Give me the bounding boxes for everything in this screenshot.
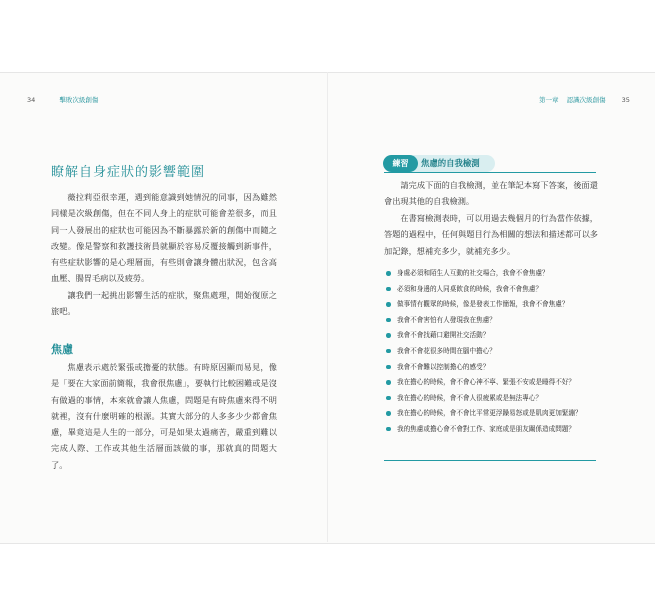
question-item (385, 313, 599, 327)
exercise-top-rule (384, 172, 596, 173)
left-page-number: 34 (27, 96, 36, 104)
bullet-dot-icon (386, 287, 391, 292)
exercise-bottom-rule (384, 460, 596, 461)
question-item (385, 422, 599, 436)
bullet-dot-icon (386, 380, 391, 385)
exercise-title: 焦慮的自我檢測 (413, 155, 495, 172)
question-item (385, 391, 599, 405)
question-item (385, 375, 599, 389)
chapter-label: 第一章 (539, 96, 559, 104)
question-item (385, 297, 599, 311)
question-list (385, 266, 599, 438)
left-running-title: 擊敗次級創傷 (59, 96, 99, 104)
bullet-dot-icon (386, 427, 391, 432)
question-text: 我在擔心的時候，會不會人很疲累或是無法專心？ (397, 393, 543, 402)
question-text: 我在擔心的時候，會不會比平常更浮躁易怒或是肌肉更加緊繃？ (397, 409, 582, 418)
left-running-header (27, 95, 98, 104)
question-item (385, 282, 599, 296)
right-running-header (539, 95, 630, 104)
question-text: 我在擔心的時候，會不會心神不寧、緊張不安或是睡得不好？ (397, 378, 576, 387)
question-text: 我會不會害怕有人發現我在焦慮？ (397, 315, 496, 324)
exercise-intro-1: 請完成下面的自我檢測，並在筆記本寫下答案，後面還會出現其他的自我檢測。 (384, 180, 598, 207)
left-paragraph-2: 讓我們一起挑出影響生活的症狀，聚焦處理，開始復原之旅吧。 (51, 290, 277, 317)
bullet-dot-icon (386, 411, 391, 416)
question-item (385, 328, 599, 342)
bullet-dot-icon (386, 333, 391, 338)
question-text: 做事情有觀眾的時候，像是發表工作簡報，我會不會焦慮？ (397, 300, 569, 309)
question-text: 身處必須和陌生人互動的社交場合，我會不會焦慮？ (397, 269, 549, 277)
exercise-tag: 練習 (383, 155, 418, 172)
question-text: 我會不會花很多時間在腦中擔心？ (397, 346, 496, 355)
book-gutter (327, 72, 328, 542)
left-paragraph-1: 薇拉莉亞很幸運，遇到能意識到她情況的同事，因為雖然同樣是次級創傷，但在不同人身上的症狀可能會差很多，而且同一人發展出的症狀也可能因為不斷暴露於新的創傷中而隨之改變。像是警察和救護技術員就顯於容易反覆接觸到新事件，有些症狀影響的是心理層面，有些則會讓身體出狀況，包含高血壓、腸胃毛病以及疲勞。 (51, 192, 277, 284)
bullet-dot-icon (386, 271, 391, 276)
anxiety-paragraph: 焦慮表示處於緊張或擔憂的狀態。有時原因顯而易見，像是「要在大家面前簡報，我會很焦慮」，要執行比較困難或是沒有做過的事情，本來就會讓人焦慮，問題是有時焦慮來得不明就裡，沒有什麼明確的根源。其實大部分的人多多少少都會焦慮，畢竟這是人生的一部分，可是如果太過痛苦，嚴重到難以完成人際、工作或其他生活層面該做的事，那就真的問題大了。 (51, 362, 277, 470)
question-text: 我會不會找藉口避開社交活動？ (397, 331, 490, 340)
question-text: 必須和身邊的人同桌飲食的時候，我會不會焦慮？ (397, 284, 543, 293)
exercise-header (383, 155, 493, 172)
bullet-dot-icon (386, 396, 391, 401)
section-heading: 瞭解自身症狀的影響範圍 (51, 165, 206, 180)
right-page-number: 35 (621, 96, 630, 104)
question-text: 我的焦慮或擔心會不會對工作、家庭或是朋友關係造成問題？ (397, 424, 576, 433)
subsection-heading-anxiety: 焦慮 (51, 343, 73, 356)
question-item (385, 406, 599, 420)
bullet-dot-icon (386, 302, 391, 307)
question-item (385, 360, 599, 374)
question-item (385, 266, 599, 280)
bullet-dot-icon (386, 318, 391, 323)
bullet-dot-icon (386, 365, 391, 370)
question-item (385, 344, 599, 358)
right-running-title: 認識次級創傷 (566, 96, 606, 104)
bullet-dot-icon (386, 349, 391, 354)
question-text: 我會不會難以控制擔心的感受？ (397, 362, 490, 371)
exercise-intro-2: 在書寫檢測表時，可以用過去幾個月的行為當作依據，答題的過程中，任何與題目行為相關的想法和描述都可以多加記錄，想補充多少，就補充多少。 (384, 213, 598, 256)
